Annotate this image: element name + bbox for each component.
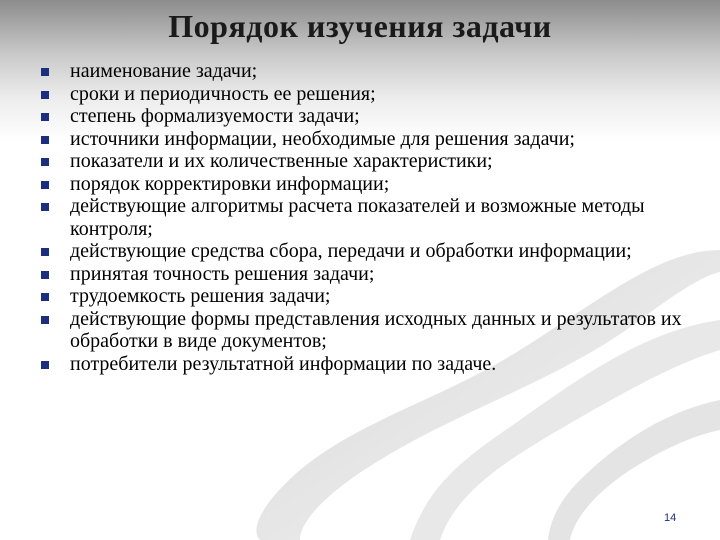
list-item-text: степень формализуемости задачи; (70, 105, 360, 127)
square-bullet-icon (41, 181, 49, 189)
list-item-text: действующие формы представления исходных данных и результатов их обработки в виде документов; (70, 307, 682, 352)
list-item (38, 308, 698, 353)
list-item-text: принятая точность решения задачи; (70, 262, 375, 285)
list-item-text: трудоемкость решения задачи; (70, 285, 331, 307)
square-bullet-icon (41, 293, 49, 301)
list-item-text: показатели и их количественные характеристики; (70, 150, 493, 172)
square-bullet-icon (41, 361, 49, 369)
list-item-text: сроки и периодичность ее решения; (70, 82, 376, 105)
list-item (38, 173, 698, 196)
list-item-text: наименование задачи; (70, 60, 258, 82)
square-bullet-icon (41, 113, 49, 121)
list-item (38, 240, 698, 263)
square-bullet-icon (41, 248, 49, 256)
square-bullet-icon (41, 91, 49, 99)
square-bullet-icon (41, 271, 49, 279)
list-item (38, 353, 698, 376)
list-item-text: порядок корректировки информации; (70, 172, 390, 195)
list-item (38, 263, 698, 286)
list-item-text: источники информации, необходимые для решения задачи; (70, 127, 575, 150)
square-bullet-icon (41, 136, 49, 144)
square-bullet-icon (41, 68, 49, 76)
page-title: Порядок изучения задачи (168, 8, 552, 44)
list-item-text: действующие средства сбора, передачи и обработки информации; (70, 240, 632, 262)
list-item (38, 128, 698, 151)
page-number: 14 (664, 512, 677, 524)
list-item (38, 83, 698, 106)
list-item (38, 105, 698, 128)
list-item (38, 60, 698, 83)
list-item (38, 195, 698, 240)
bullet-list (38, 60, 698, 375)
list-item-text: потребители результатной информации по задаче. (70, 352, 497, 375)
square-bullet-icon (41, 158, 49, 166)
square-bullet-icon (41, 203, 49, 211)
list-item (38, 285, 698, 308)
list-item (38, 150, 698, 173)
list-item-text: действующие алгоритмы расчета показателей и возможные методы контроля; (70, 195, 645, 240)
square-bullet-icon (41, 316, 49, 324)
